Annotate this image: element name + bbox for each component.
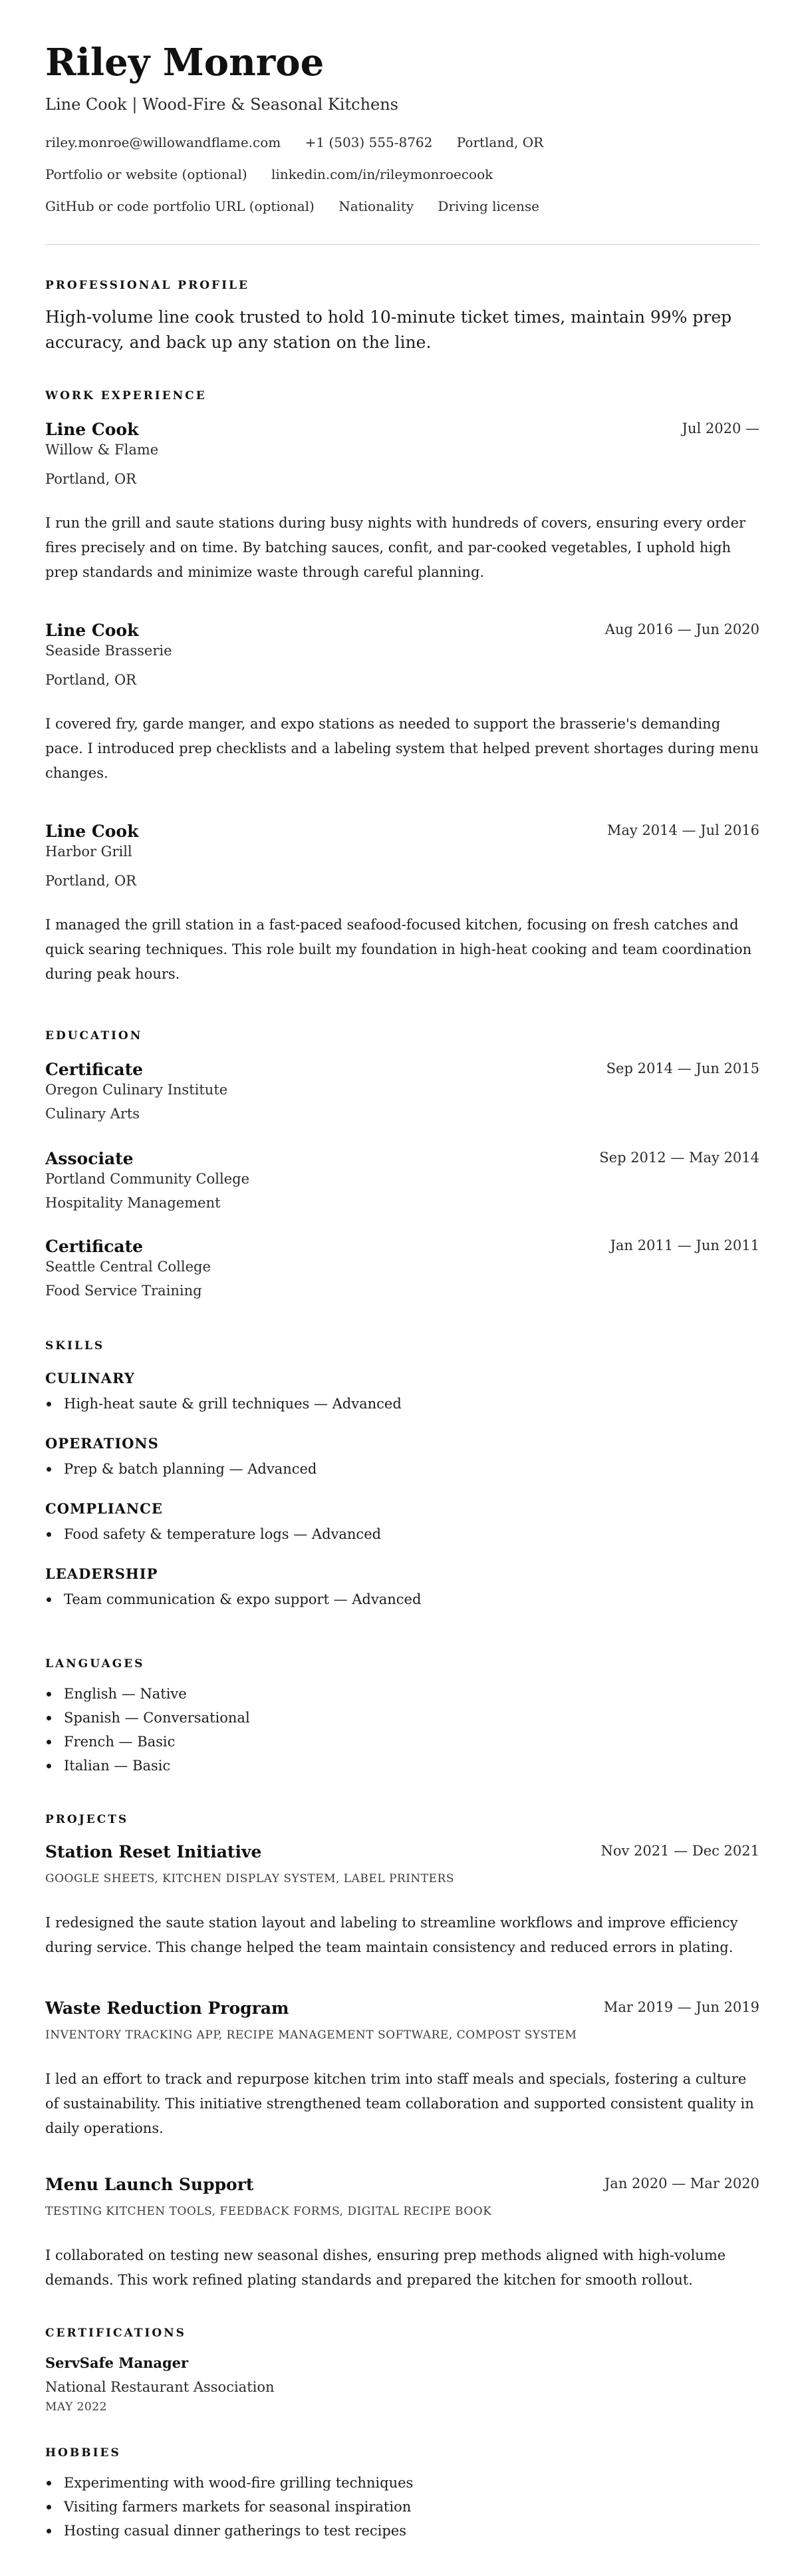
- section-title-profile: PROFESSIONAL PROFILE: [45, 279, 249, 292]
- skill-group: [45, 1434, 759, 1481]
- skill-group: [45, 1565, 759, 1611]
- contact-phone[interactable]: +1 (503) 555-8762: [305, 134, 433, 150]
- hobby-item: Experimenting with wood-fire grilling techniques: [45, 2471, 759, 2495]
- contact-linkedin[interactable]: linkedin.com/in/rileymonroecook: [271, 166, 493, 182]
- project-description: I redesigned the saute station layout and labeling to streamline workflows and improve efficiency during service. This change helped the team maintain consistency and reduced errors in plating.: [45, 1915, 738, 1955]
- hobby-item: Visiting farmers markets for seasonal inspiration: [45, 2495, 759, 2519]
- project-dates: Nov 2021 — Dec 2021: [600, 1843, 759, 1859]
- education-dates: Sep 2014 — Jun 2015: [606, 1060, 759, 1076]
- education-school: Portland Community College: [45, 1171, 250, 1187]
- experience-item: [45, 821, 759, 987]
- skill-category: LEADERSHIP: [45, 1565, 158, 1582]
- skill-list: [45, 1522, 759, 1546]
- experience-company: Harbor Grill: [45, 844, 132, 860]
- experience-location: Portland, OR: [45, 873, 136, 889]
- experience-location: Portland, OR: [45, 471, 136, 487]
- education-item: [45, 1148, 759, 1212]
- skill-list: [45, 1587, 759, 1611]
- language-item: Italian — Basic: [45, 1754, 759, 1778]
- certification-date: MAY 2022: [45, 2400, 107, 2414]
- project-name: Waste Reduction Program: [45, 1999, 289, 2018]
- candidate-headline: Line Cook | Wood-Fire & Seasonal Kitchens: [45, 95, 398, 114]
- section-title-education: EDUCATION: [45, 1029, 143, 1043]
- certification-name: ServSafe Manager: [45, 2354, 189, 2371]
- contact-location: Portland, OR: [456, 134, 544, 150]
- education-degree: Associate: [45, 1149, 134, 1168]
- project-item: [45, 1998, 759, 2141]
- resume-body: [45, 0, 759, 2576]
- certification-item: [45, 2354, 759, 2415]
- section-title-experience: WORK EXPERIENCE: [45, 389, 207, 402]
- experience-item: [45, 620, 759, 786]
- language-item: French — Basic: [45, 1730, 759, 1754]
- skill-item: High-heat saute & grill techniques — Advanced: [45, 1392, 759, 1416]
- experience-role: Line Cook: [45, 420, 139, 439]
- hobby-list: [45, 2471, 759, 2543]
- experience-description: I covered fry, garde manger, and expo stations as needed to support the brasserie's demanding pace. I introduced prep checklists and a labeling system that helped prevent shortages during menu changes.: [45, 716, 759, 781]
- experience-company: Willow & Flame: [45, 442, 159, 458]
- skill-item: Prep & batch planning — Advanced: [45, 1457, 759, 1481]
- skill-category: COMPLIANCE: [45, 1500, 163, 1517]
- project-item: [45, 2174, 759, 2293]
- language-item: English — Native: [45, 1682, 759, 1706]
- project-item: [45, 1842, 759, 1960]
- section-title-hobbies: HOBBIES: [45, 2446, 121, 2460]
- contact-nationality: Nationality: [338, 198, 414, 214]
- skill-item: Food safety & temperature logs — Advanced: [45, 1522, 759, 1546]
- project-tech: TESTING KITCHEN TOOLS, FEEDBACK FORMS, DIGITAL RECIPE BOOK: [45, 2205, 492, 2218]
- contact-email[interactable]: riley.monroe@willowandflame.com: [45, 134, 281, 150]
- contact-github[interactable]: GitHub or code portfolio URL (optional): [45, 198, 315, 214]
- contact-driving-license: Driving license: [438, 198, 539, 214]
- education-school: Oregon Culinary Institute: [45, 1082, 228, 1098]
- project-tech: GOOGLE SHEETS, KITCHEN DISPLAY SYSTEM, LABEL PRINTERS: [45, 1872, 454, 1885]
- skill-list: [45, 1392, 759, 1416]
- education-field: Culinary Arts: [45, 1106, 140, 1122]
- experience-dates: May 2014 — Jul 2016: [606, 822, 759, 838]
- experience-description: I run the grill and saute stations during busy nights with hundreds of covers, ensuring every order fires precisely and on time. By batching sauces, confit, and par-cooked vegetables, I uphold high prep standards and minimize waste through careful planning.: [45, 515, 746, 580]
- education-degree: Certificate: [45, 1060, 144, 1079]
- candidate-name: Riley Monroe: [45, 41, 325, 84]
- skill-list: [45, 1457, 759, 1481]
- language-list: [45, 1682, 759, 1778]
- skill-group: [45, 1369, 759, 1416]
- hobby-item: Hosting casual dinner gatherings to test recipes: [45, 2519, 759, 2543]
- section-title-skills: SKILLS: [45, 1339, 105, 1353]
- project-dates: Mar 2019 — Jun 2019: [603, 1999, 759, 2015]
- section-title-languages: LANGUAGES: [45, 1657, 145, 1671]
- project-description: I collaborated on testing new seasonal dishes, ensuring prep methods aligned with high-volume demands. This work refined plating standards and prepared the kitchen for smooth rollout.: [45, 2247, 726, 2288]
- experience-dates: Aug 2016 — Jun 2020: [604, 621, 759, 637]
- experience-role: Line Cook: [45, 621, 139, 640]
- education-degree: Certificate: [45, 1237, 144, 1256]
- education-field: Food Service Training: [45, 1283, 202, 1299]
- skill-category: CULINARY: [45, 1370, 135, 1386]
- experience-role: Line Cook: [45, 822, 139, 841]
- section-title-projects: PROJECTS: [45, 1813, 129, 1826]
- project-dates: Jan 2020 — Mar 2020: [604, 2175, 759, 2191]
- experience-company: Seaside Brasserie: [45, 643, 172, 659]
- project-description: I led an effort to track and repurpose kitchen trim into staff meals and specials, fostering a culture of sustainability. This initiative strengthened team collaboration and supported consistent quality in daily operations.: [45, 2071, 754, 2136]
- project-name: Menu Launch Support: [45, 2175, 254, 2194]
- education-school: Seattle Central College: [45, 1259, 211, 1275]
- education-field: Hospitality Management: [45, 1195, 221, 1211]
- experience-dates: Jul 2020 —: [682, 420, 759, 436]
- contact-portfolio[interactable]: Portfolio or website (optional): [45, 166, 247, 182]
- experience-location: Portland, OR: [45, 672, 136, 688]
- education-item: [45, 1059, 759, 1123]
- skill-category: OPERATIONS: [45, 1435, 159, 1452]
- project-tech: INVENTORY TRACKING APP, RECIPE MANAGEMENT SOFTWARE, COMPOST SYSTEM: [45, 2028, 577, 2042]
- section-title-certifications: CERTIFICATIONS: [45, 2327, 186, 2340]
- experience-description: I managed the grill station in a fast-paced seafood-focused kitchen, focusing on fresh catches and quick searing techniques. This role built my foundation in high-heat cooking and team coordination during peak hours.: [45, 917, 752, 982]
- education-dates: Jan 2011 — Jun 2011: [610, 1237, 759, 1253]
- education-item: [45, 1236, 759, 1300]
- header-divider: [45, 244, 759, 245]
- certification-issuer: National Restaurant Association: [45, 2379, 275, 2395]
- profile-summary: High-volume line cook trusted to hold 10-minute ticket times, maintain 99% prep accuracy, and back up any station on the line.: [45, 307, 732, 352]
- education-dates: Sep 2012 — May 2014: [599, 1150, 759, 1166]
- language-item: Spanish — Conversational: [45, 1706, 759, 1730]
- project-name: Station Reset Initiative: [45, 1842, 262, 1861]
- experience-item: [45, 419, 759, 585]
- skill-item: Team communication & expo support — Advanced: [45, 1587, 759, 1611]
- skill-group: [45, 1500, 759, 1546]
